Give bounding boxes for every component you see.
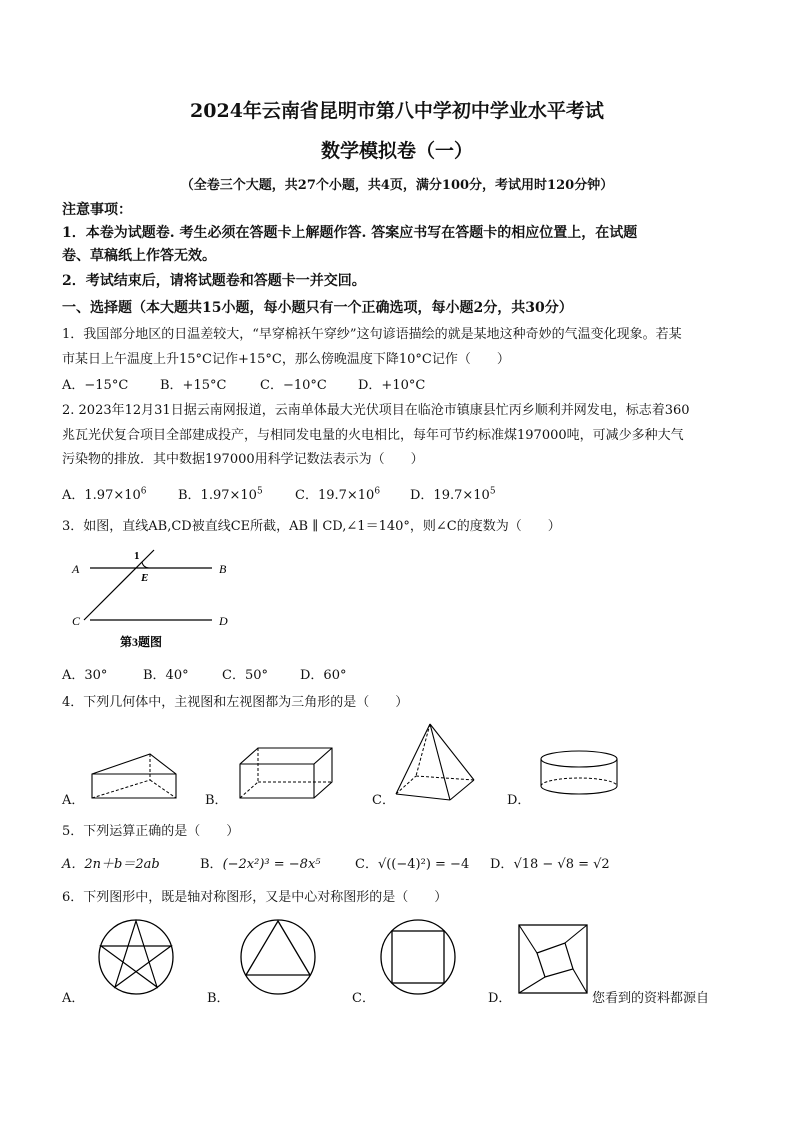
exam-title: 2024年云南省昆明市第八中学初中学业水平考试 — [190, 100, 604, 122]
triangular-prism-icon — [88, 746, 180, 802]
section1-heading: 一、选择题（本大题共15小题，每小题只有一个正确选项，每小题2分，共30分） — [62, 300, 573, 316]
q6-option-b: B． — [207, 991, 230, 1006]
q6-stem: 6．下列图形中，既是轴对称图形，又是中心对称图形的是（ ） — [62, 890, 448, 905]
angle-1-arc — [142, 562, 149, 568]
q6-option-a: A． — [62, 991, 85, 1006]
q4-option-d: D． — [507, 793, 531, 808]
q1-option-a: A．−15°C — [62, 378, 129, 393]
q2-option-d: D．$19.7\times 10^5$ — [410, 486, 496, 503]
q5-option-c: C．√((−4)²) = −4 — [355, 857, 470, 872]
q2-line3: 污染物的排放．其中数据197000用科学记数法表示为（ ） — [62, 452, 424, 467]
notes-item1-line2: 卷、草稿纸上作答无效。 — [62, 248, 216, 264]
q2-line2: 兆瓦光伏复合项目全部建成投产，与相同发电量的火电相比，每年可节约标准煤197000吨，可减少多种大气 — [62, 428, 684, 443]
q6-option-d: D． — [488, 991, 512, 1006]
circle-triangle-icon — [238, 917, 318, 997]
pyramid-icon — [392, 720, 478, 804]
q2-option-a: A．$1.97\times 10^6$ — [62, 486, 147, 503]
label-1: 1 — [134, 550, 140, 562]
watermark-text: 您看到的资料都源自 — [592, 991, 710, 1006]
q1-option-d: D．+10°C — [358, 378, 426, 393]
q3-stem: 3．如图，直线AB,CD被直线CE所截，AB ∥ CD,∠1＝140°，则∠C的度数为（ ） — [62, 519, 561, 534]
q2-option-c: C．$19.7\times 10^6$ — [295, 486, 381, 503]
exam-info: （全卷三个大题，共27个小题，共4页，满分100分，考试用时120分钟） — [180, 178, 614, 193]
q2-option-b: B．$1.97\times 10^5$ — [178, 486, 263, 503]
circle-star-icon — [96, 917, 176, 997]
q1-option-c: C．−10°C — [260, 378, 327, 393]
q5-option-a: A．2n＋b＝2ab — [62, 857, 160, 872]
figure-caption: 第3题图 — [120, 635, 163, 649]
circle-square-icon — [378, 917, 458, 997]
q3-option-c: C．50° — [222, 668, 268, 683]
q6-option-c: C． — [352, 991, 375, 1006]
q5-stem: 5．下列运算正确的是（ ） — [62, 824, 240, 839]
q2-line1: 2. 2023年12月31日据云南网报道，云南单体最大光伏项目在临沧市镇康县忙丙乡顺利并网发电，标志着360 — [62, 403, 690, 418]
label-d: D — [219, 614, 228, 628]
q4-option-b: B． — [205, 793, 228, 808]
exam-subtitle: 数学模拟卷（一） — [320, 140, 473, 162]
q4-option-c: C． — [372, 793, 395, 808]
label-e: E — [141, 572, 149, 584]
q3-option-b: B．40° — [143, 668, 189, 683]
q3-option-a: A．30° — [62, 668, 108, 683]
q3-option-d: D．60° — [300, 668, 347, 683]
q4-stem: 4．下列几何体中，主视图和左视图都为三角形的是（ ） — [62, 695, 409, 710]
q1-option-b: B．+15°C — [160, 378, 227, 393]
q1-line1: 1．我国部分地区的日温差较大，“早穿棉袄午穿纱”这句谚语描绘的就是某地这种奇妙的气温变化现象。若某 — [62, 327, 682, 342]
square-pinwheel-icon — [516, 922, 590, 996]
notes-item1-line1: 1．本卷为试题卷. 考生必须在答题卡上解题作答. 答案应书写在答题卡的相应位置上，在试题 — [62, 225, 638, 241]
cuboid-icon — [236, 744, 336, 802]
label-c: C — [72, 614, 81, 628]
q3-figure — [62, 546, 242, 658]
q5-option-d: D．√18 − √8 = √2 — [490, 857, 610, 872]
q5-option-b: B．(−2x²)³ = −8x⁵ — [200, 857, 321, 872]
notes-item2: 2．考试结束后，请将试题卷和答题卡一并交回。 — [62, 273, 366, 289]
q4-option-a: A． — [62, 793, 85, 808]
label-a: A — [72, 562, 80, 576]
notes-heading: 注意事项： — [62, 202, 132, 218]
label-b: B — [219, 562, 227, 576]
q1-line2: 市某日上午温度上升15°C记作+15°C，那么傍晚温度下降10°C记作（ ） — [62, 352, 510, 367]
line-ce — [84, 550, 154, 620]
cylinder-icon — [538, 748, 620, 798]
